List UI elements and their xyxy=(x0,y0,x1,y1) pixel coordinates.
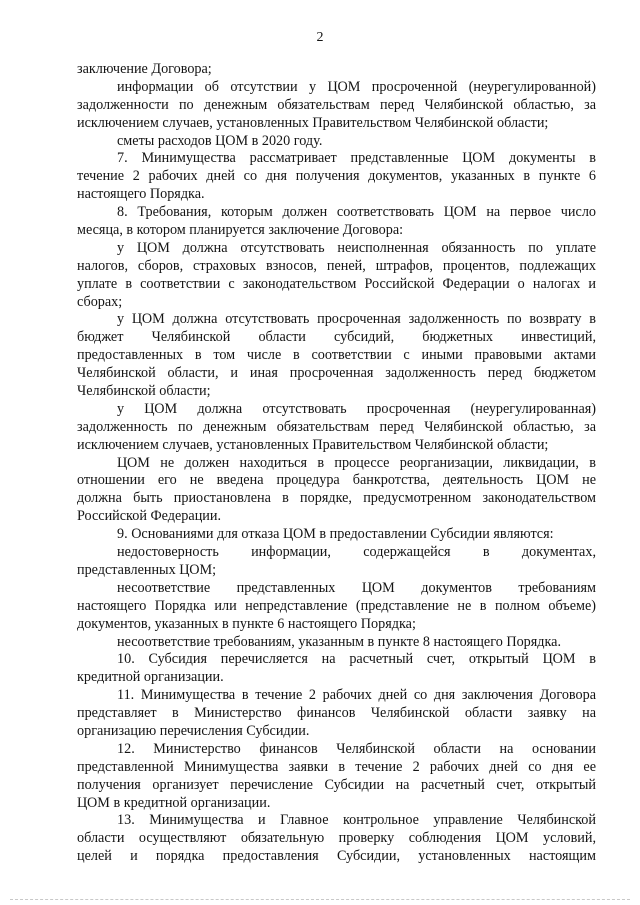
text-line: сборах; xyxy=(77,293,123,310)
text-line: Российской Федерации. xyxy=(77,508,222,525)
text-line: отношении его не введена процедура банкротства, деятельность ЦОМ не xyxy=(77,472,596,489)
text-line: кредитной организации. xyxy=(77,669,224,686)
text-line: исключением случаев, установленных Правительством Челябинской области; xyxy=(77,114,549,131)
text-line: 11. Минимущества в течение 2 рабочих дней со дня заключения Договора xyxy=(117,687,596,704)
document-body xyxy=(77,61,596,866)
text-line: течение 2 рабочих дней со дня получения документов, указанных в пункте 6 xyxy=(77,168,596,185)
text-line: у ЦОМ должна отсутствовать неисполненная обязанность по уплате xyxy=(117,239,596,256)
text-line: 13. Минимущества и Главное контрольное управление Челябинской xyxy=(117,812,596,829)
text-line: получения организует перечисление Субсидии на расчетный счет, открытый xyxy=(77,776,596,793)
text-line: ЦОМ не должен находиться в процессе реорганизации, ликвидации, в xyxy=(117,454,596,471)
text-line: задолженность по денежным обязательствам перед Челябинской областью, за xyxy=(77,418,596,435)
text-line: представленной Минимущества заявки в течение 2 рабочих дней со дня ее xyxy=(77,758,596,775)
page-number: 2 xyxy=(316,30,324,45)
text-line: у ЦОМ должна отсутствовать просроченная (неурегулированная) xyxy=(117,400,596,417)
text-line: бюджет Челябинской области субсидий, бюджетных инвестиций, xyxy=(77,329,596,346)
text-line: у ЦОМ должна отсутствовать просроченная задолженность по возврату в xyxy=(117,311,596,328)
text-line: 8. Требования, которым должен соответствовать ЦОМ на первое число xyxy=(117,204,596,221)
text-line: документов, указанных в пункте 6 настоящего Порядка; xyxy=(77,615,416,632)
text-line: информации об отсутствии у ЦОМ просроченной (неурегулированной) xyxy=(117,78,596,95)
text-line: настоящего Порядка или непредставление (представление не в полном объеме) xyxy=(77,597,596,614)
text-line: 12. Министерство финансов Челябинской области на основании xyxy=(117,740,596,757)
text-line: месяца, в котором планируется заключение Договора: xyxy=(77,222,404,239)
text-line: целей и порядка предоставления Субсидии, установленных настоящим xyxy=(77,848,596,865)
text-line: 9. Основаниями для отказа ЦОМ в предоставлении Субсидии являются: xyxy=(117,526,554,543)
text-line: настоящего Порядка. xyxy=(77,186,205,203)
text-line: предоставленных в том числе в соответствии с иными правовыми актами xyxy=(77,347,596,364)
text-line: заключение Договора; xyxy=(77,61,212,77)
text-line: ЦОМ в кредитной организации. xyxy=(77,794,271,811)
text-line: исключением случаев, установленных Правительством Челябинской области; xyxy=(77,436,549,453)
text-line: организацию перечисления Субсидии. xyxy=(77,722,310,739)
text-line: задолженности по денежным обязательствам перед Челябинской областью, за xyxy=(77,96,596,113)
text-line: несоответствие требованиям, указанным в пункте 8 настоящего Порядка. xyxy=(117,633,562,650)
text-line: недостоверность информации, содержащейся в документах, xyxy=(117,544,596,561)
text-line: Челябинской области; xyxy=(77,383,211,400)
text-line: представленных ЦОМ; xyxy=(77,561,217,578)
text-line: должна быть приостановлена в порядке, предусмотренном законодательством xyxy=(77,490,596,507)
text-line: несоответствие представленных ЦОМ документов требованиям xyxy=(117,579,596,596)
text-line: области осуществляют обязательную проверку соблюдения ЦОМ условий, xyxy=(77,830,596,847)
text-line: Челябинской области, и иная просроченная задолженность перед бюджетом xyxy=(77,365,596,382)
text-line: представляет в Министерство финансов Челябинской области заявку на xyxy=(77,705,596,722)
text-line: налогов, сборов, страховых взносов, пеней, штрафов, процентов, подлежащих xyxy=(77,257,596,274)
scan-edge-divider xyxy=(10,899,630,900)
text-line: уплате в соответствии с законодательством Российской Федерации о налогах и xyxy=(77,275,596,292)
text-line: 7. Минимущества рассматривает представленные ЦОМ документы в xyxy=(117,150,596,167)
text-line: 10. Субсидия перечисляется на расчетный счет, открытый ЦОМ в xyxy=(117,651,596,668)
text-line: сметы расходов ЦОМ в 2020 году. xyxy=(117,132,323,149)
